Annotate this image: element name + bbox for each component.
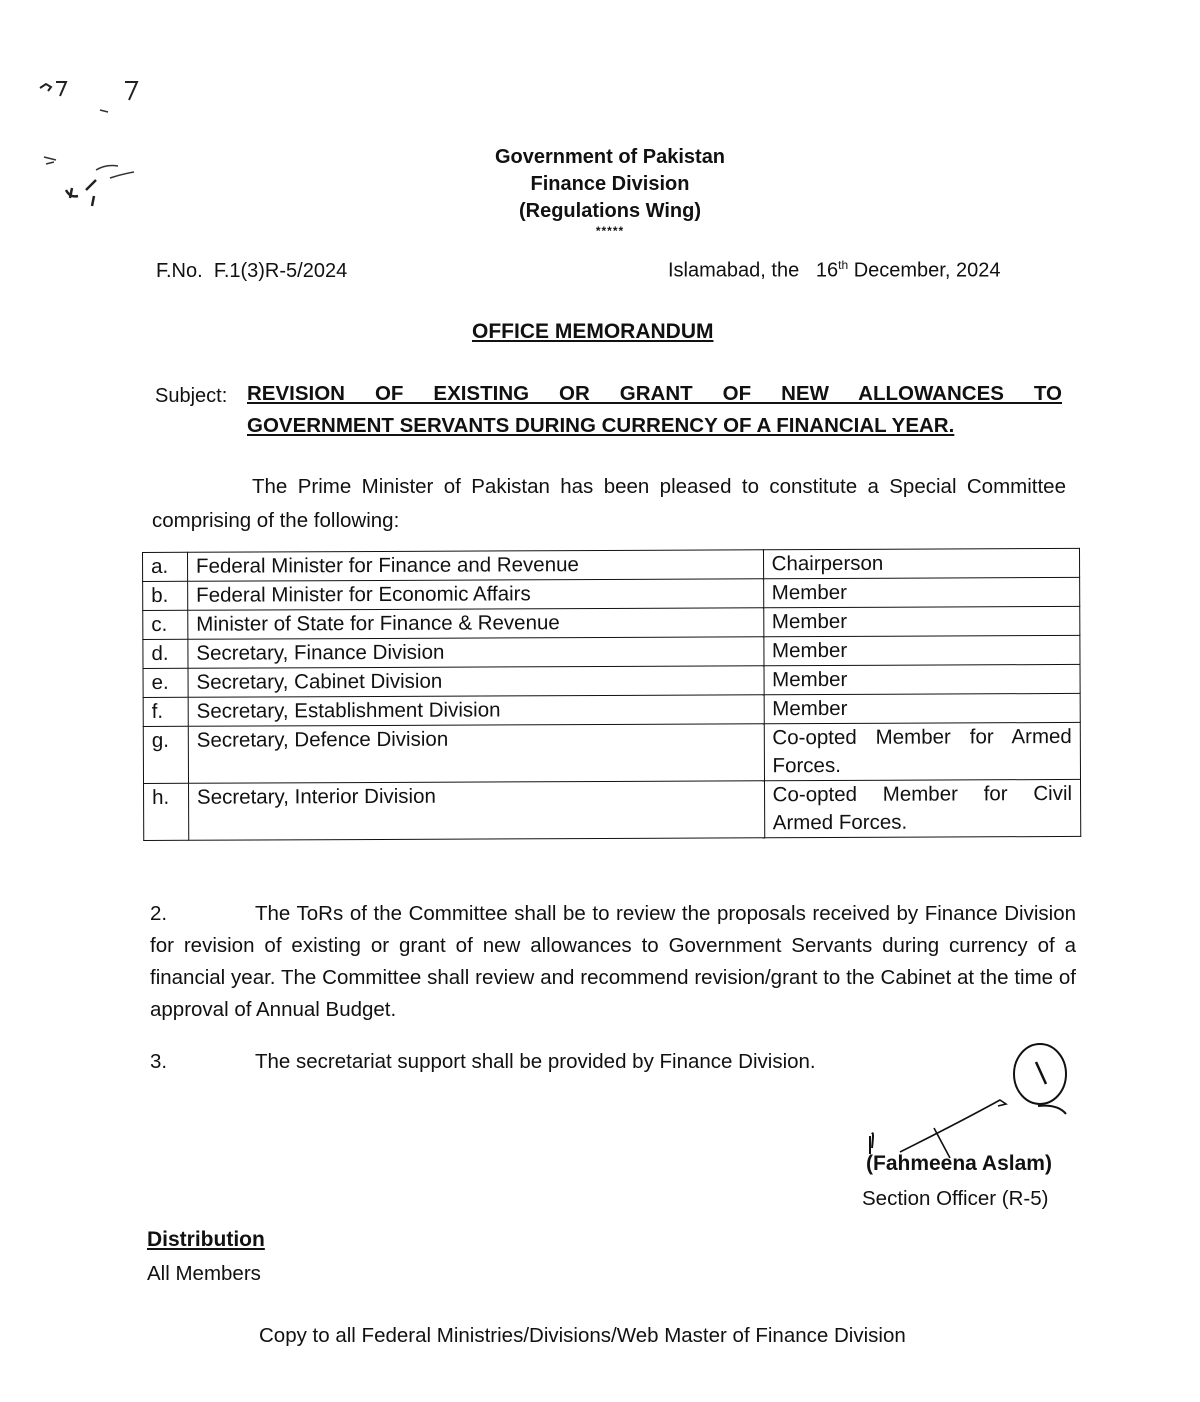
- letterhead-division: Finance Division: [530, 173, 690, 195]
- committee-row-letter: h.: [144, 783, 189, 840]
- subject-line-1: REVISION OF EXISTING OR GRANT OF NEW ALLOWANCES TO: [247, 382, 1062, 405]
- paragraph-2-number: 2.: [150, 902, 168, 925]
- signatory-name: (Fahmeena Aslam): [866, 1152, 1052, 1175]
- committee-row-letter: f.: [143, 697, 188, 726]
- committee-row-role: Co-opted Member for Civil Armed Forces.: [764, 779, 1081, 837]
- committee-row-member: Secretary, Cabinet Division: [188, 666, 764, 698]
- committee-row-role: Member: [763, 635, 1080, 665]
- paragraph-2-text: The ToRs of the Committee shall be to review the proposals received by Finance Division for revision of existing or grant of new allowances to Government Servants during currency of a financial year. The Committee shall review and recommend revision/grant to the Cabinet at the time of approval of Annual Budget.: [150, 902, 1076, 1021]
- subject-label: Subject:: [155, 385, 228, 407]
- committee-row-letter: e.: [143, 668, 188, 697]
- committee-row-member: Minister of State for Finance & Revenue: [188, 608, 764, 640]
- committee-row: [144, 779, 1081, 840]
- subject-line-2: GOVERNMENT SERVANTS DURING CURRENCY OF A FINANCIAL YEAR.: [247, 414, 955, 437]
- committee-row-member: Federal Minister for Finance and Revenue: [187, 550, 763, 582]
- handwritten-signature: [860, 1040, 1090, 1160]
- committee-row-role: Co-opted Member for Armed Forces.: [764, 722, 1081, 780]
- committee-row: [143, 693, 1080, 726]
- paragraph-2: [150, 898, 1076, 1026]
- committee-row-role: Member: [763, 606, 1080, 636]
- file-number-value: F.1(3)R-5/2024: [213, 260, 348, 282]
- committee-row: [143, 577, 1080, 610]
- committee-row-letter: g.: [143, 726, 188, 783]
- committee-row-member: Secretary, Interior Division: [188, 781, 764, 841]
- letterhead: [380, 144, 840, 237]
- date-day-suffix: th: [838, 258, 849, 272]
- paragraph-3-number: 3.: [150, 1050, 168, 1073]
- signatory-title: Section Officer (R-5): [862, 1187, 1049, 1210]
- committee-row-letter: b.: [143, 581, 188, 610]
- committee-row-letter: c.: [143, 610, 188, 639]
- letterhead-stars: *****: [595, 224, 625, 238]
- committee-row-role: Member: [763, 577, 1080, 607]
- committee-row-letter: a.: [143, 552, 188, 581]
- letterhead-wing: (Regulations Wing): [518, 200, 702, 222]
- distribution-label: Distribution: [147, 1228, 265, 1251]
- date-month-year: December, 2024: [853, 259, 1001, 282]
- paragraph-3-text: The secretariat support shall be provided by Finance Division.: [255, 1050, 816, 1073]
- committee-row-member: Secretary, Establishment Division: [188, 695, 764, 727]
- committee-row-role: Member: [764, 664, 1081, 694]
- committee-row: [143, 606, 1080, 639]
- committee-row-member: Secretary, Finance Division: [188, 637, 764, 669]
- committee-row-role: Member: [764, 693, 1081, 723]
- date-day: 16: [815, 259, 839, 282]
- intro-paragraph: The Prime Minister of Pakistan has been pleased to constitute a Special Committee comprising of the following:: [152, 475, 1066, 532]
- committee-row: [143, 664, 1080, 697]
- committee-row-member: Secretary, Defence Division: [188, 724, 764, 784]
- date-place: Islamabad, the: [668, 259, 800, 282]
- memo-title: OFFICE MEMORANDUM: [472, 320, 714, 343]
- letterhead-government: Government of Pakistan: [494, 146, 726, 168]
- file-number-label: F.No.: [156, 260, 203, 282]
- committee-row-member: Federal Minister for Economic Affairs: [188, 579, 764, 611]
- committee-row: [143, 548, 1080, 581]
- handwritten-margin-marks: [0, 60, 160, 220]
- committee-row: [143, 722, 1080, 783]
- distribution-value: All Members: [147, 1262, 261, 1285]
- copy-to-line: Copy to all Federal Ministries/Divisions/Web Master of Finance Division: [259, 1324, 906, 1347]
- committee-table: [142, 548, 1081, 841]
- committee-row-letter: d.: [143, 639, 188, 668]
- committee-row-role: Chairperson: [763, 548, 1080, 578]
- subject-text: [247, 378, 1062, 442]
- date-line: [668, 258, 1000, 283]
- file-number: [156, 260, 347, 283]
- committee-row: [143, 635, 1080, 668]
